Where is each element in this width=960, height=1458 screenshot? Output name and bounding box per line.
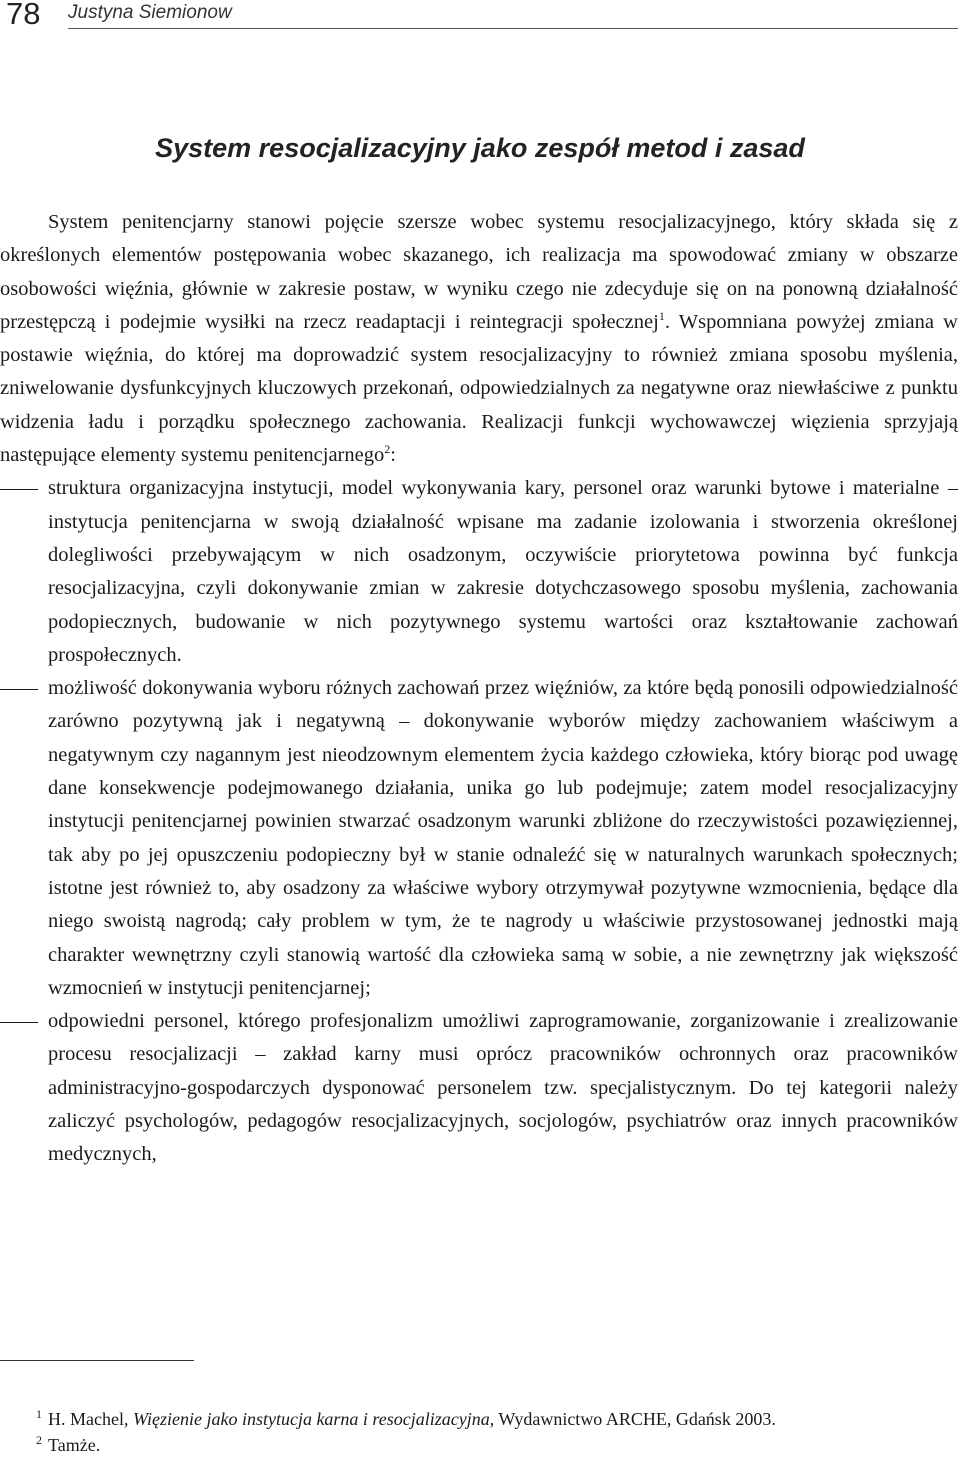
footnote-ref-2[interactable]: 2: [384, 442, 391, 457]
footnote-publisher: , Wydawnictwo ARCHE, Gdańsk 2003.: [489, 1409, 776, 1429]
list-item: [0, 1005, 958, 1171]
list-item-text: odpowiedni personel, którego profesjonalizm umożliwi zaprogramowanie, zorganizowanie i zrealizowanie procesu resocjalizacji – zakład karny musi oprócz pracowników ochronnych oraz pracowników administracyjno-gospodarczych dysponować personelem tzw. specjalistycznym. Do tej kategorii należy zaliczyć psychologów, pedagogów resocjalizacyjnych, socjologów, psychiatrów oraz innych pracowników medycznych,: [48, 1010, 958, 1166]
footnote-number: 2: [36, 1433, 42, 1447]
footnote-2: [0, 1432, 958, 1458]
em-dash-bullet: [0, 472, 46, 505]
paragraph-text-3: :: [390, 444, 396, 467]
em-dash-bullet: [0, 672, 46, 705]
page-number: 78: [6, 0, 41, 31]
footnote-number: 1: [36, 1407, 42, 1421]
body-text: [0, 206, 958, 1172]
footnote-ref-1[interactable]: 1: [658, 308, 665, 323]
footnote-1: [0, 1406, 958, 1432]
footnote-separator: [0, 1360, 194, 1361]
running-author: Justyna Siemionow: [68, 2, 232, 23]
list-item: [0, 672, 958, 1005]
footnotes: [0, 1406, 958, 1458]
list-item: [0, 472, 958, 672]
element-list: [0, 472, 958, 1171]
footnote-author: H. Machel,: [48, 1409, 133, 1429]
list-item-text: możliwość dokonywania wyboru różnych zachowań przez więźniów, za które będą ponosili odpowiedzialność zarówno pozytywną jak i negatywną – dokonywanie wyborów między zachowaniem właściwym a negatywnym czy nagannym jest nieodzownym elementem życia każdego człowieka, który biorąc pod uwagę dane konsekwencje podejmowanego działania, unika go lub podejmuje; zatem model resocjalizacyjny instytucji penitencjarnej powinien stwarzać osadzonym warunki zbliżone do rzeczywistości pozawięziennej, tak aby po jej opuszczeniu podopieczny był w stanie odnaleźć się w naturalnych warunkach społecznych; istotne jest również to, aby osadzony za właściwe wybory otrzymywał pozytywne wzmocnienia, będące dla niego swoistą nagrodą; cały problem w tym, że te nagrody u właściwie przystosowanej jednostki mają charakter wewnętrzny czyli stanowią wartość dla człowieka samą w sobie, a nie zewnętrzny jak większość wzmocnień w instytucji penitencjarnej;: [48, 677, 958, 999]
body-paragraph: [0, 206, 958, 472]
header-rule: [68, 28, 958, 29]
list-item-text: struktura organizacyjna instytucji, model wykonywania kary, personel oraz warunki bytowe i materialne – instytucja penitencjarna w swoją działalność wpisane ma zadanie izolowania i stworzenia określonej dolegliwości przebywającym w nich osadzonym, oczywiście priorytetowa powinna być funkcja resocjalizacyjna, czyli dokonywanie zmian w zakresie dotychczasowego sposobu myślenia, zachowania podopiecznych, budowanie w nich pozytywnego systemu wartości oraz kształtowanie zachowań prospołecznych.: [48, 477, 958, 666]
section-title: System resocjalizacyjny jako zespół metod i zasad: [155, 133, 805, 163]
em-dash-bullet: [0, 1005, 46, 1038]
paragraph-text-1: System penitencjarny stanowi pojęcie szersze wobec systemu resocjalizacyjnego, który składa się z określonych elementów postępowania wobec skazanego, ich realizacja ma spowodować zmiany w obszarze osobowości więźnia, głównie w zakresie postaw, w wyniku czego nie zdecyduje się on na ponowną działalność przestępczą i podejmie wysiłki na rzecz readaptacji i reintegracji społecznej: [0, 211, 958, 333]
footnote-text: Tamże.: [48, 1435, 101, 1455]
footnote-title: Więzienie jako instytucja karna i resocjalizacyjna: [132, 1409, 490, 1429]
paragraph-text-2: . Wspomniana powyżej zmiana w postawie więźnia, do której ma doprowadzić system resocjalizacyjny to również zmiana sposobu myślenia, zniwelowanie dysfunkcyjnych kluczowych przekonań, odpowiedzialnych za negatywne oraz niewłaściwe z punktu widzenia ładu i porządku społecznego zachowania. Realizacji funkcji wychowawczej więzienia sprzyjają następujące elementy systemu penitencjarnego: [0, 310, 958, 467]
running-header: [0, 0, 960, 40]
